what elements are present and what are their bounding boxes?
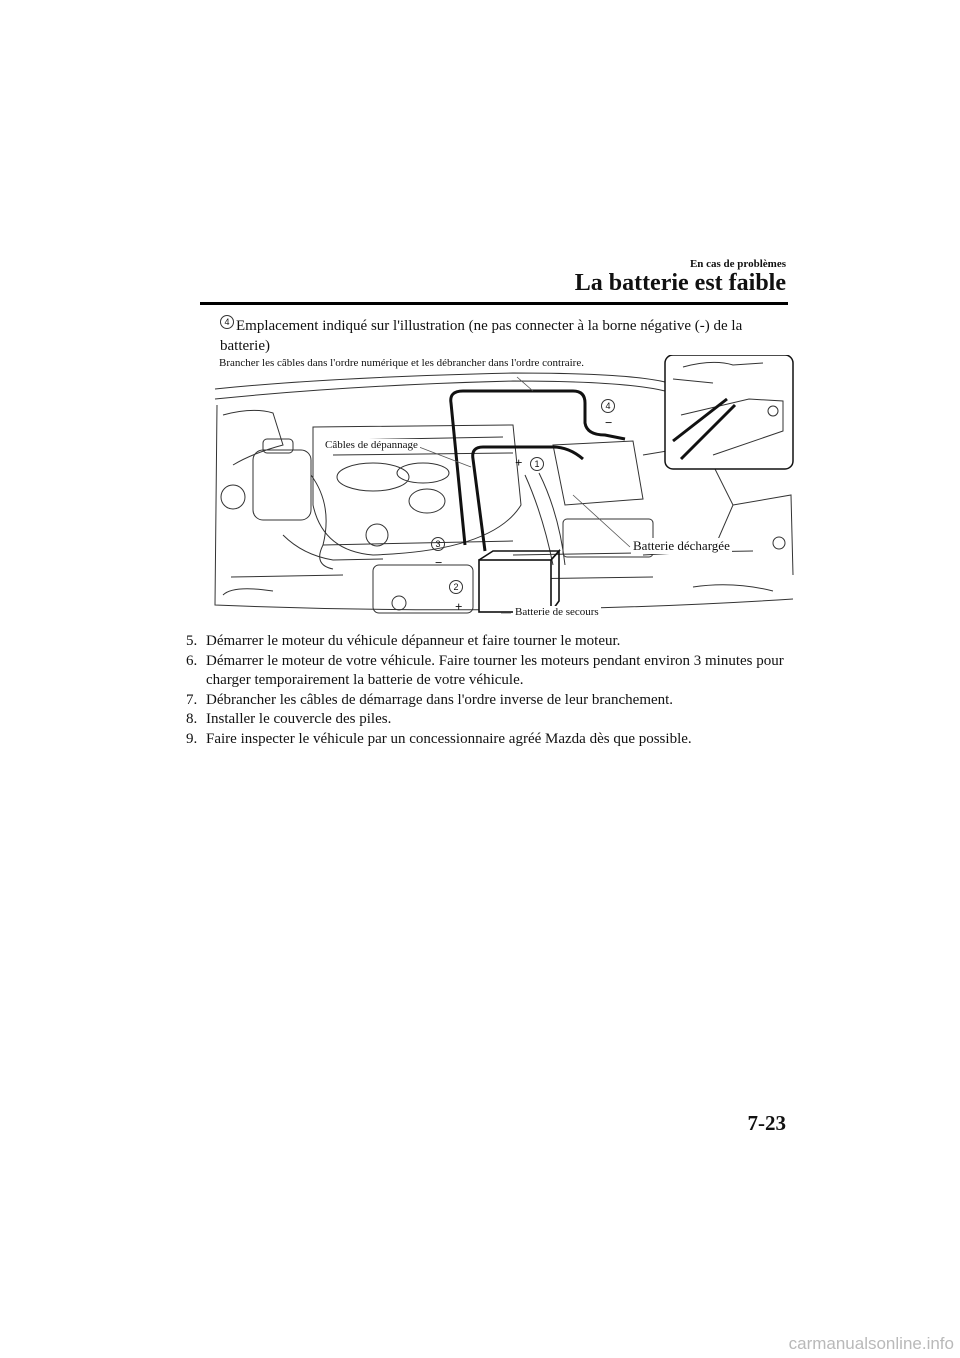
step-text: Démarrer le moteur du véhicule dépanneur et faire tourner le moteur. [206, 633, 621, 649]
minus-sign-ground: − [605, 415, 613, 430]
engine-bay-drawing [213, 355, 796, 619]
circled-marker-3: 3 [431, 537, 445, 551]
step-text: Démarrer le moteur de votre véhicule. Faire tourner les moteurs pendant environ 3 minutes pour charger temporairement la batterie de votre véhicule. [206, 652, 784, 688]
step-item [186, 730, 786, 750]
plus-sign-booster: + [455, 599, 463, 614]
circled-marker-2: 2 [449, 580, 463, 594]
step-item [186, 652, 786, 691]
circled-marker-1: 1 [530, 457, 544, 471]
step-number: 5. [186, 633, 198, 649]
label-jumper-cables: Câbles de dépannage [325, 439, 418, 451]
note-paragraph [220, 315, 780, 356]
minus-sign-booster: − [435, 555, 443, 570]
plus-sign-discharged: + [515, 455, 523, 470]
page-title: La batterie est faible [574, 270, 786, 296]
section-heading: En cas de problèmes [689, 258, 786, 270]
circled-marker-4: 4 [220, 315, 234, 329]
note-text: Emplacement indiqué sur l'illustration (ne pas connecter à la borne négative (-) de la batterie) [220, 318, 743, 354]
step-number: 7. [186, 691, 198, 708]
step-item [186, 632, 786, 652]
header-rule [200, 302, 788, 305]
label-booster-battery: Batterie de secours [515, 606, 599, 618]
step-number: 8. [186, 711, 198, 727]
step-text: Installer le couvercle des piles. [206, 711, 392, 727]
step-item [186, 691, 786, 711]
procedure-steps [186, 632, 786, 749]
step-item [186, 710, 786, 730]
step-text: Débrancher les câbles de démarrage dans l'ordre inverse de leur branchement. [206, 691, 674, 708]
step-text: Faire inspecter le véhicule par un concessionnaire agréé Mazda dès que possible. [206, 730, 692, 747]
figure-caption: Brancher les câbles dans l'ordre numérique et les débrancher dans l'ordre contraire. [219, 357, 584, 369]
step-number: 9. [186, 730, 198, 747]
page-number: 7-23 [747, 1111, 786, 1135]
step-number: 6. [186, 652, 198, 669]
circled-marker-4-figure: 4 [601, 399, 615, 413]
label-discharged-battery: Batterie déchargée [633, 538, 730, 553]
watermark: carmanualsonline.info [788, 1334, 954, 1353]
jump-start-illustration [213, 355, 796, 619]
